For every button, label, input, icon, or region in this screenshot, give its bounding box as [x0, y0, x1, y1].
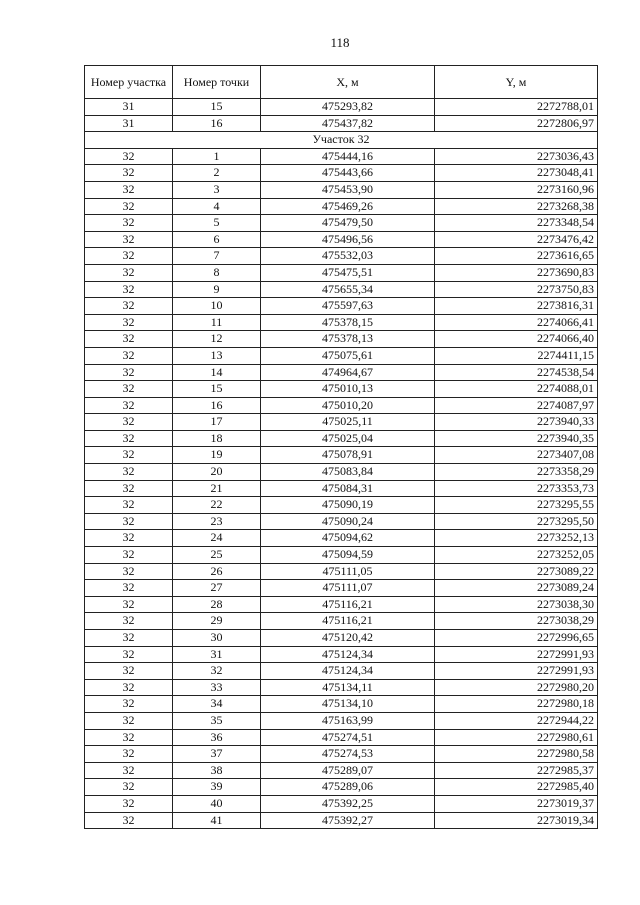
- plot-number-cell: 32: [85, 264, 173, 281]
- plot-number-cell: 32: [85, 746, 173, 763]
- x-coordinate-cell: 475475,51: [261, 264, 435, 281]
- point-number-cell: 40: [173, 795, 261, 812]
- x-coordinate-cell: 475111,05: [261, 563, 435, 580]
- plot-number-cell: 32: [85, 181, 173, 198]
- table-row: [85, 596, 598, 613]
- table-row: [85, 347, 598, 364]
- x-coordinate-cell: 475010,13: [261, 381, 435, 398]
- plot-number-cell: 32: [85, 596, 173, 613]
- table-row: [85, 812, 598, 829]
- plot-number-cell: 32: [85, 165, 173, 182]
- y-coordinate-cell: 2272980,18: [435, 696, 598, 713]
- point-number-cell: 32: [173, 663, 261, 680]
- point-number-cell: 28: [173, 596, 261, 613]
- point-number-cell: 6: [173, 231, 261, 248]
- x-coordinate-cell: 475083,84: [261, 464, 435, 481]
- plot-number-cell: 32: [85, 530, 173, 547]
- x-coordinate-cell: 475025,11: [261, 414, 435, 431]
- x-coordinate-cell: 474964,67: [261, 364, 435, 381]
- point-number-cell: 5: [173, 215, 261, 232]
- plot-number-cell: 32: [85, 347, 173, 364]
- x-coordinate-cell: 475597,63: [261, 298, 435, 315]
- y-coordinate-cell: 2273358,29: [435, 464, 598, 481]
- table-row: [85, 215, 598, 232]
- y-coordinate-cell: 2272996,65: [435, 630, 598, 647]
- plot-number-cell: 32: [85, 464, 173, 481]
- table-row: [85, 248, 598, 265]
- y-coordinate-cell: 2274411,15: [435, 347, 598, 364]
- point-number-cell: 37: [173, 746, 261, 763]
- x-coordinate-cell: 475274,51: [261, 729, 435, 746]
- plot-number-cell: 32: [85, 712, 173, 729]
- table-row: [85, 115, 598, 132]
- table-row: [85, 696, 598, 713]
- table-row: [85, 795, 598, 812]
- y-coordinate-cell: 2272985,40: [435, 779, 598, 796]
- x-coordinate-cell: 475116,21: [261, 596, 435, 613]
- table-row: [85, 712, 598, 729]
- table-row: [85, 281, 598, 298]
- x-coordinate-cell: 475116,21: [261, 613, 435, 630]
- x-coordinate-cell: 475120,42: [261, 630, 435, 647]
- table-row: [85, 447, 598, 464]
- point-number-cell: 30: [173, 630, 261, 647]
- x-coordinate-cell: 475134,10: [261, 696, 435, 713]
- point-number-cell: 20: [173, 464, 261, 481]
- y-coordinate-cell: 2273160,96: [435, 181, 598, 198]
- y-coordinate-cell: 2273940,33: [435, 414, 598, 431]
- y-coordinate-cell: 2273295,55: [435, 497, 598, 514]
- plot-number-cell: 32: [85, 630, 173, 647]
- plot-number-cell: 32: [85, 513, 173, 530]
- x-coordinate-cell: 475163,99: [261, 712, 435, 729]
- plot-number-cell: 32: [85, 248, 173, 265]
- table-body-previous-plot: [85, 99, 598, 132]
- y-coordinate-cell: 2273268,38: [435, 198, 598, 215]
- plot-number-cell: 32: [85, 812, 173, 829]
- point-number-cell: 15: [173, 99, 261, 116]
- y-coordinate-cell: 2273690,83: [435, 264, 598, 281]
- y-coordinate-cell: 2274088,01: [435, 381, 598, 398]
- plot-number-cell: 32: [85, 414, 173, 431]
- header-plot-number: Номер участка: [85, 66, 173, 99]
- header-x-coordinate: X, м: [261, 66, 435, 99]
- x-coordinate-cell: 475437,82: [261, 115, 435, 132]
- point-number-cell: 36: [173, 729, 261, 746]
- plot-number-cell: 32: [85, 447, 173, 464]
- table-row: [85, 198, 598, 215]
- x-coordinate-cell: 475496,56: [261, 231, 435, 248]
- point-number-cell: 25: [173, 547, 261, 564]
- plot-number-cell: 32: [85, 646, 173, 663]
- plot-number-cell: 31: [85, 115, 173, 132]
- coordinates-table: [84, 65, 598, 829]
- point-number-cell: 18: [173, 430, 261, 447]
- point-number-cell: 17: [173, 414, 261, 431]
- table-row: [85, 298, 598, 315]
- x-coordinate-cell: 475289,07: [261, 762, 435, 779]
- plot-number-cell: 32: [85, 198, 173, 215]
- point-number-cell: 22: [173, 497, 261, 514]
- x-coordinate-cell: 475094,59: [261, 547, 435, 564]
- point-number-cell: 39: [173, 779, 261, 796]
- table-row: [85, 464, 598, 481]
- table-header: [85, 66, 598, 99]
- x-coordinate-cell: 475289,06: [261, 779, 435, 796]
- y-coordinate-cell: 2272991,93: [435, 646, 598, 663]
- y-coordinate-cell: 2273353,73: [435, 480, 598, 497]
- point-number-cell: 21: [173, 480, 261, 497]
- table-row: [85, 563, 598, 580]
- plot-number-cell: 32: [85, 547, 173, 564]
- point-number-cell: 38: [173, 762, 261, 779]
- section-title: Участок 32: [85, 132, 598, 149]
- x-coordinate-cell: 475090,19: [261, 497, 435, 514]
- point-number-cell: 7: [173, 248, 261, 265]
- y-coordinate-cell: 2272788,01: [435, 99, 598, 116]
- plot-number-cell: 32: [85, 779, 173, 796]
- table-row: [85, 580, 598, 597]
- point-number-cell: 33: [173, 679, 261, 696]
- plot-number-cell: 32: [85, 381, 173, 398]
- y-coordinate-cell: 2273750,83: [435, 281, 598, 298]
- point-number-cell: 41: [173, 812, 261, 829]
- y-coordinate-cell: 2273616,65: [435, 248, 598, 265]
- y-coordinate-cell: 2273348,54: [435, 215, 598, 232]
- table-row: [85, 414, 598, 431]
- plot-number-cell: 32: [85, 679, 173, 696]
- y-coordinate-cell: 2273252,13: [435, 530, 598, 547]
- y-coordinate-cell: 2272980,61: [435, 729, 598, 746]
- y-coordinate-cell: 2273019,37: [435, 795, 598, 812]
- y-coordinate-cell: 2272944,22: [435, 712, 598, 729]
- y-coordinate-cell: 2273940,35: [435, 430, 598, 447]
- point-number-cell: 11: [173, 314, 261, 331]
- x-coordinate-cell: 475078,91: [261, 447, 435, 464]
- x-coordinate-cell: 475378,15: [261, 314, 435, 331]
- point-number-cell: 8: [173, 264, 261, 281]
- point-number-cell: 26: [173, 563, 261, 580]
- point-number-cell: 3: [173, 181, 261, 198]
- plot-number-cell: 32: [85, 281, 173, 298]
- plot-number-cell: 31: [85, 99, 173, 116]
- plot-number-cell: 32: [85, 696, 173, 713]
- table-row: [85, 364, 598, 381]
- x-coordinate-cell: 475532,03: [261, 248, 435, 265]
- table-row: [85, 497, 598, 514]
- point-number-cell: 13: [173, 347, 261, 364]
- plot-number-cell: 32: [85, 397, 173, 414]
- x-coordinate-cell: 475655,34: [261, 281, 435, 298]
- table-row: [85, 762, 598, 779]
- table-row: [85, 231, 598, 248]
- table-row: [85, 646, 598, 663]
- x-coordinate-cell: 475094,62: [261, 530, 435, 547]
- table-row: [85, 729, 598, 746]
- plot-number-cell: 32: [85, 148, 173, 165]
- table-row: [85, 165, 598, 182]
- x-coordinate-cell: 475084,31: [261, 480, 435, 497]
- section-header: [85, 132, 598, 149]
- x-coordinate-cell: 475274,53: [261, 746, 435, 763]
- point-number-cell: 35: [173, 712, 261, 729]
- x-coordinate-cell: 475111,07: [261, 580, 435, 597]
- plot-number-cell: 32: [85, 762, 173, 779]
- plot-number-cell: 32: [85, 729, 173, 746]
- table-row: [85, 314, 598, 331]
- y-coordinate-cell: 2272980,58: [435, 746, 598, 763]
- table-row: [85, 148, 598, 165]
- point-number-cell: 10: [173, 298, 261, 315]
- point-number-cell: 16: [173, 115, 261, 132]
- point-number-cell: 4: [173, 198, 261, 215]
- y-coordinate-cell: 2273019,34: [435, 812, 598, 829]
- x-coordinate-cell: 475392,27: [261, 812, 435, 829]
- x-coordinate-cell: 475124,34: [261, 663, 435, 680]
- x-coordinate-cell: 475293,82: [261, 99, 435, 116]
- section-row: [85, 132, 598, 149]
- plot-number-cell: 32: [85, 331, 173, 348]
- y-coordinate-cell: 2273816,31: [435, 298, 598, 315]
- plot-number-cell: 32: [85, 364, 173, 381]
- y-coordinate-cell: 2273038,29: [435, 613, 598, 630]
- point-number-cell: 14: [173, 364, 261, 381]
- plot-number-cell: 32: [85, 663, 173, 680]
- x-coordinate-cell: 475075,61: [261, 347, 435, 364]
- y-coordinate-cell: 2274538,54: [435, 364, 598, 381]
- plot-number-cell: 32: [85, 580, 173, 597]
- y-coordinate-cell: 2273252,05: [435, 547, 598, 564]
- table-row: [85, 630, 598, 647]
- table-row: [85, 264, 598, 281]
- x-coordinate-cell: 475392,25: [261, 795, 435, 812]
- table-body-plot-32: [85, 148, 598, 828]
- header-y-coordinate: Y, м: [435, 66, 598, 99]
- point-number-cell: 1: [173, 148, 261, 165]
- x-coordinate-cell: 475134,11: [261, 679, 435, 696]
- header-row: [85, 66, 598, 99]
- x-coordinate-cell: 475479,50: [261, 215, 435, 232]
- point-number-cell: 12: [173, 331, 261, 348]
- point-number-cell: 34: [173, 696, 261, 713]
- plot-number-cell: 32: [85, 215, 173, 232]
- y-coordinate-cell: 2273476,42: [435, 231, 598, 248]
- y-coordinate-cell: 2273089,22: [435, 563, 598, 580]
- table-row: [85, 181, 598, 198]
- plot-number-cell: 32: [85, 613, 173, 630]
- y-coordinate-cell: 2273295,50: [435, 513, 598, 530]
- plot-number-cell: 32: [85, 314, 173, 331]
- table-row: [85, 331, 598, 348]
- point-number-cell: 27: [173, 580, 261, 597]
- plot-number-cell: 32: [85, 480, 173, 497]
- y-coordinate-cell: 2273048,41: [435, 165, 598, 182]
- x-coordinate-cell: 475443,66: [261, 165, 435, 182]
- plot-number-cell: 32: [85, 795, 173, 812]
- x-coordinate-cell: 475010,20: [261, 397, 435, 414]
- plot-number-cell: 32: [85, 563, 173, 580]
- x-coordinate-cell: 475025,04: [261, 430, 435, 447]
- point-number-cell: 9: [173, 281, 261, 298]
- table-row: [85, 381, 598, 398]
- y-coordinate-cell: 2273407,08: [435, 447, 598, 464]
- point-number-cell: 23: [173, 513, 261, 530]
- table-row: [85, 530, 598, 547]
- page-number: 118: [330, 35, 350, 50]
- point-number-cell: 16: [173, 397, 261, 414]
- x-coordinate-cell: 475124,34: [261, 646, 435, 663]
- x-coordinate-cell: 475090,24: [261, 513, 435, 530]
- plot-number-cell: 32: [85, 497, 173, 514]
- x-coordinate-cell: 475469,26: [261, 198, 435, 215]
- table-row: [85, 613, 598, 630]
- table-row: [85, 779, 598, 796]
- table-row: [85, 480, 598, 497]
- table-row: [85, 679, 598, 696]
- y-coordinate-cell: 2274066,41: [435, 314, 598, 331]
- table-row: [85, 397, 598, 414]
- table-row: [85, 663, 598, 680]
- header-point-number: Номер точки: [173, 66, 261, 99]
- point-number-cell: 29: [173, 613, 261, 630]
- y-coordinate-cell: 2274087,97: [435, 397, 598, 414]
- y-coordinate-cell: 2272806,97: [435, 115, 598, 132]
- y-coordinate-cell: 2272985,37: [435, 762, 598, 779]
- table-row: [85, 513, 598, 530]
- plot-number-cell: 32: [85, 231, 173, 248]
- table-row: [85, 746, 598, 763]
- y-coordinate-cell: 2273089,24: [435, 580, 598, 597]
- point-number-cell: 31: [173, 646, 261, 663]
- table-row: [85, 99, 598, 116]
- x-coordinate-cell: 475444,16: [261, 148, 435, 165]
- y-coordinate-cell: 2273038,30: [435, 596, 598, 613]
- point-number-cell: 24: [173, 530, 261, 547]
- y-coordinate-cell: 2272991,93: [435, 663, 598, 680]
- point-number-cell: 2: [173, 165, 261, 182]
- plot-number-cell: 32: [85, 298, 173, 315]
- point-number-cell: 15: [173, 381, 261, 398]
- y-coordinate-cell: 2274066,40: [435, 331, 598, 348]
- y-coordinate-cell: 2272980,20: [435, 679, 598, 696]
- table-row: [85, 547, 598, 564]
- table-row: [85, 430, 598, 447]
- y-coordinate-cell: 2273036,43: [435, 148, 598, 165]
- plot-number-cell: 32: [85, 430, 173, 447]
- x-coordinate-cell: 475378,13: [261, 331, 435, 348]
- point-number-cell: 19: [173, 447, 261, 464]
- x-coordinate-cell: 475453,90: [261, 181, 435, 198]
